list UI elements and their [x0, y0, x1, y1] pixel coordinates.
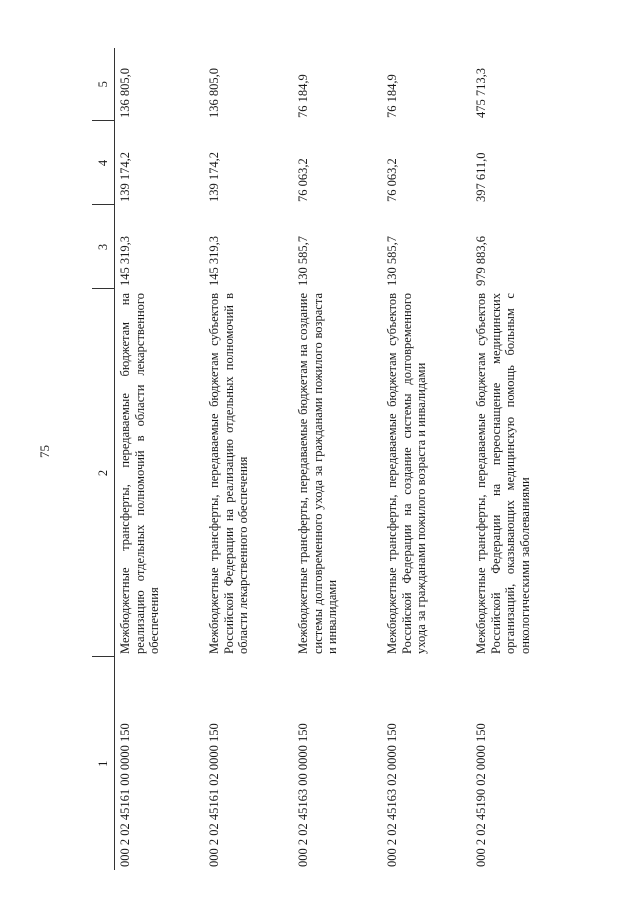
- budget-code: 000 2 02 45190 02 0000 150: [474, 723, 488, 867]
- table-row: [382, 48, 471, 870]
- amount-col4: 139 174,2: [207, 152, 221, 202]
- budget-table-container: [92, 48, 530, 870]
- column-header-3: 3: [92, 205, 115, 289]
- table-header-row: [92, 48, 115, 870]
- amount-col5: 76 184,9: [296, 74, 310, 118]
- row-description: Межбюджетные трансферты, передаваемые бюджетам субъектов Российской Федерации на реализацию отдельных полномочий в области лекарственного обеспечения: [207, 293, 250, 654]
- amount-col3: 145 319,3: [118, 236, 132, 286]
- amount-col4: 397 611,0: [474, 152, 488, 202]
- budget-table: [92, 48, 560, 870]
- budget-code: 000 2 02 45161 00 0000 150: [118, 723, 132, 867]
- table-row: [115, 48, 205, 870]
- amount-col3: 130 585,7: [385, 236, 399, 286]
- amount-col5: 76 184,9: [385, 74, 399, 118]
- amount-col5: 136 805,0: [118, 68, 132, 118]
- column-header-1: 1: [92, 657, 115, 870]
- table-row: [471, 48, 560, 870]
- amount-col4: 76 063,2: [385, 158, 399, 202]
- column-header-4: 4: [92, 121, 115, 205]
- page-number: 75: [37, 445, 52, 458]
- budget-code: 000 2 02 45163 02 0000 150: [385, 723, 399, 867]
- amount-col4: 76 063,2: [296, 158, 310, 202]
- budget-code: 000 2 02 45163 00 0000 150: [296, 723, 310, 867]
- table-row: [293, 48, 382, 870]
- amount-col4: 139 174,2: [118, 152, 132, 202]
- amount-col5: 475 713,3: [474, 68, 488, 118]
- column-header-2: 2: [92, 289, 115, 657]
- amount-col5: 136 805,0: [207, 68, 221, 118]
- row-description: Межбюджетные трансферты, передаваемые бюджетам на реализацию отдельных полномочий в области лекарственного обеспечения: [118, 293, 161, 654]
- budget-code: 000 2 02 45161 02 0000 150: [207, 723, 221, 867]
- row-description: Межбюджетные трансферты, передаваемые бюджетам на создание системы долговременного ухода за гражданами пожилого возраста и инвалидами: [296, 293, 339, 654]
- amount-col3: 145 319,3: [207, 236, 221, 286]
- row-description: Межбюджетные трансферты, передаваемые бюджетам субъектов Российской Федерации на переоснащение медицинских организаций, оказывающих медицинскую помощь больным с онкологическими заболеваниями: [474, 293, 532, 654]
- row-description: Межбюджетные трансферты, передаваемые бюджетам субъектов Российской Федерации на создание системы долговременного ухода за гражданами пожилого возраста и инвалидами: [385, 293, 428, 654]
- table-row: [204, 48, 293, 870]
- amount-col3: 130 585,7: [296, 236, 310, 286]
- amount-col3: 979 883,6: [474, 236, 488, 286]
- column-header-5: 5: [92, 48, 115, 121]
